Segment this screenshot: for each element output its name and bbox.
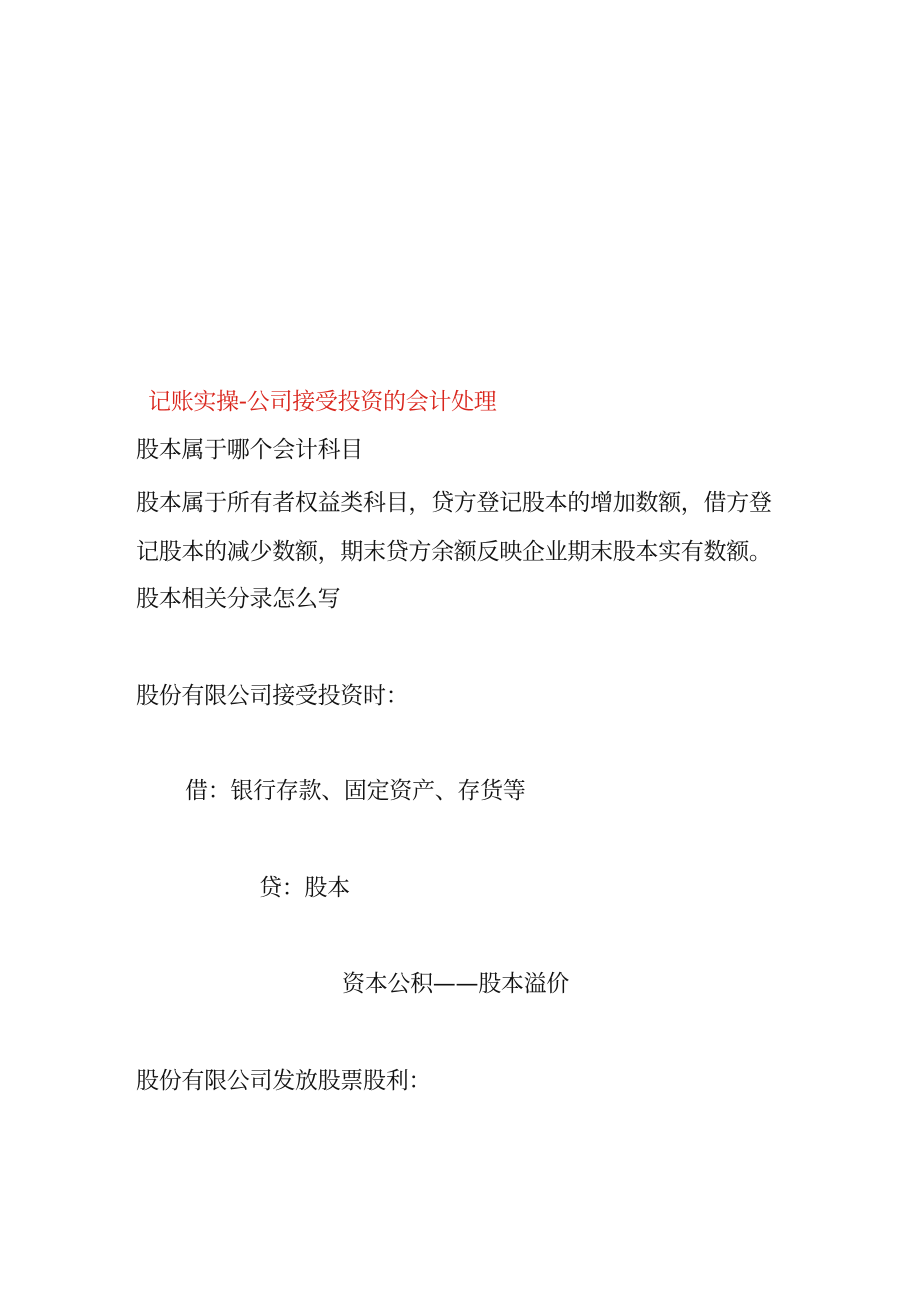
section-heading-journal-entries: 股本相关分录怎么写 [136, 586, 341, 612]
entry-label-receive-investment: 股份有限公司接受投资时： [136, 683, 409, 709]
document-title: 记账实操-公司接受投资的会计处理 [148, 389, 497, 415]
paragraph-line-2: 记股本的减少数额，期末贷方余额反映企业期末股本实有数额。 [136, 539, 772, 565]
entry-credit-line-2: 资本公积——股本溢价 [342, 971, 570, 997]
paragraph-line-1: 股本属于所有者权益类科目，贷方登记股本的增加数额，借方登 [136, 490, 772, 516]
entry-credit-line: 贷：股本 [259, 875, 350, 901]
entry-label-stock-dividend: 股份有限公司发放股票股利： [136, 1068, 432, 1094]
entry-debit-line: 借：银行存款、固定资产、存货等 [185, 778, 526, 804]
section-heading-account-category: 股本属于哪个会计科目 [136, 437, 364, 463]
